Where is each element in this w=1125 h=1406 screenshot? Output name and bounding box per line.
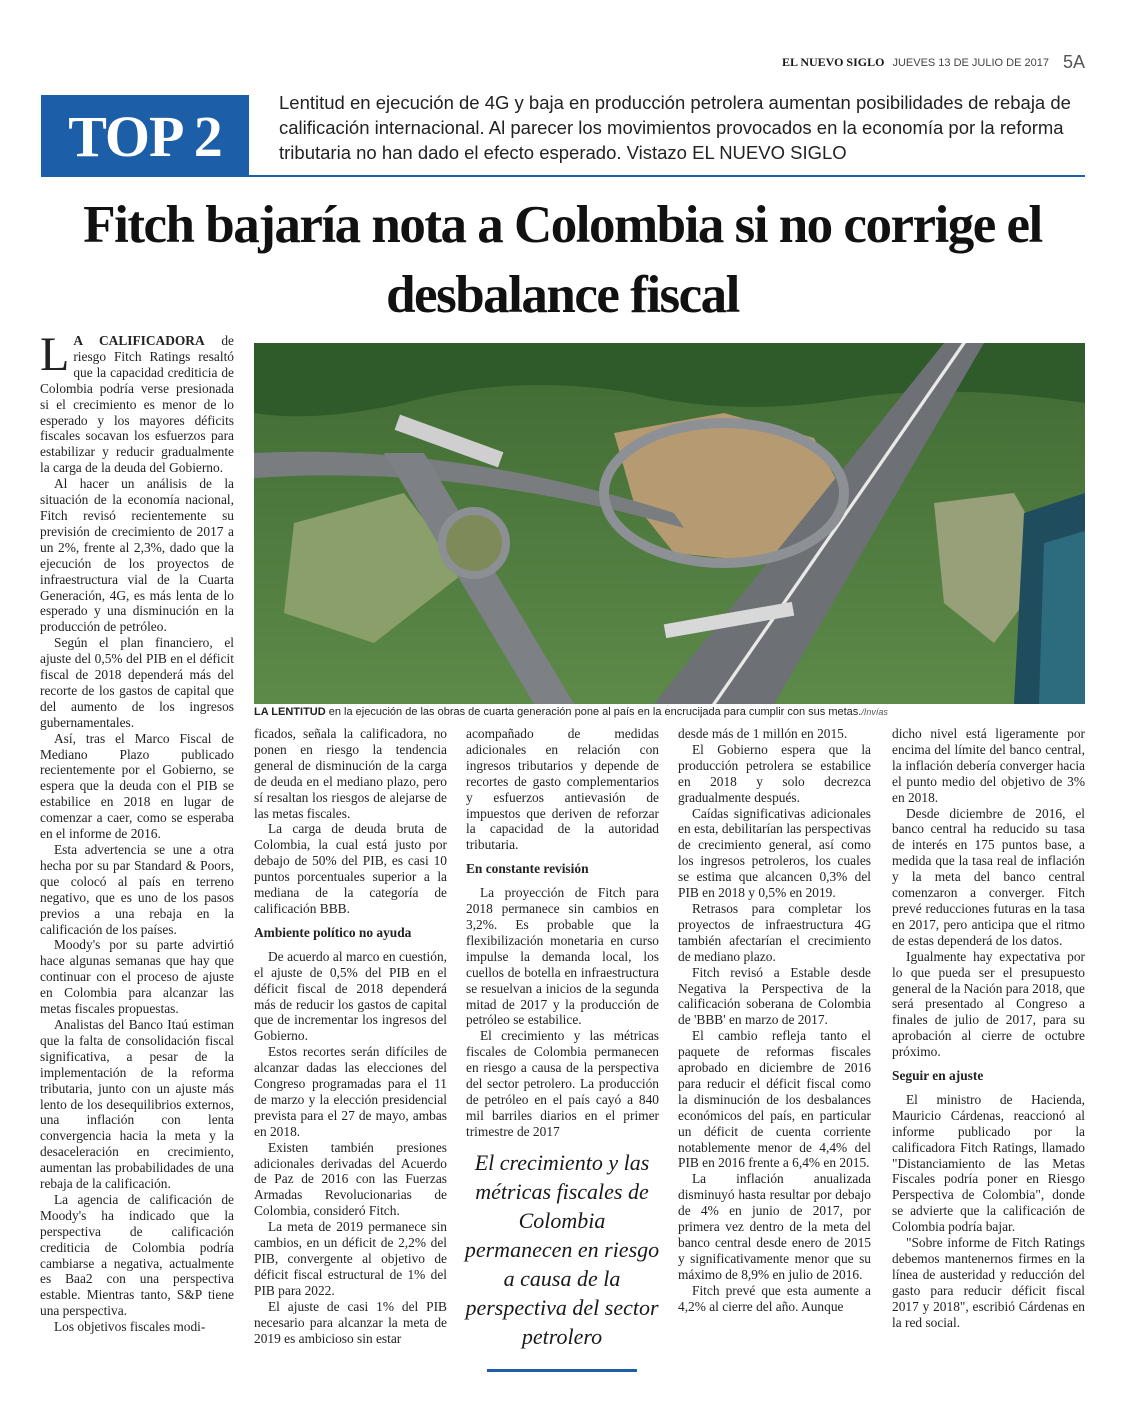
paragraph: de riesgo Fitch Ratings resaltó que la capacidad crediticia de Colombia podría verse presionada si el crecimiento es menor de lo esperado y los mayores déficits fiscales socavan los esfuerzos para estabilizar y reducir gradualmente la carga de la deuda del Gobierno.	[40, 333, 234, 476]
article-headline: Fitch bajaría nota a Colombia si no corrige el desbalance fiscal	[83, 196, 1042, 324]
subheading: Seguir en ajuste	[892, 1068, 984, 1084]
paragraph: "Sobre informe de Fitch Ratings debemos mantenernos firmes en la línea de austeridad y reducción del gasto para reducir déficit fiscal 2017 y 2018", escribió Cárdenas en la red social.	[892, 1235, 1085, 1330]
paragraph: desde más de 1 millón en 2015.	[678, 726, 848, 741]
paragraph: Los objetivos fiscales modi-	[54, 1319, 206, 1335]
paragraph: El ajuste de casi 1% del PIB necesario para alcanzar la meta de 2019 es ambicioso sin estar	[254, 1298, 447, 1346]
article-deck: Lentitud en ejecución de 4G y baja en producción petrolera aumentan posibilidades de rebaja de calificación internacional. Al parecer los movimientos provocados en la economía por la reforma tributaria no han dado el efecto esperado. Vistazo EL NUEVO SIGLO	[279, 92, 1071, 163]
paragraph: La carga de deuda bruta de Colombia, la cual está justo por debajo de 50% del PIB, es casi 10 puntos porcentuales superior a la mediana de la categoría de calificación BBB.	[254, 821, 447, 916]
paragraph: Según el plan financiero, el ajuste del 0,5% del PIB en el déficit fiscal de 2018 dependerá más del recorte de los gastos de capital que del aumento de los ingresos gubernamentales.	[40, 635, 234, 730]
section-tag: TOP 2	[41, 95, 249, 177]
page-masthead	[40, 52, 1085, 74]
caption-lead: LA LENTITUD	[254, 706, 326, 718]
aerial-highway-photo	[254, 343, 1085, 704]
subheading: Ambiente político no ayuda	[254, 924, 412, 940]
paragraph: ficados, señala la calificadora, no ponen en riesgo la tendencia general de disminución de la carga de deuda en el mediano plazo, pero sí resaltan los riesgos de alejarse de las metas fiscales.	[254, 726, 447, 821]
drop-cap: L	[40, 328, 70, 381]
lead-caps: A CALIFICADORA	[73, 333, 205, 348]
paragraph: Así, tras el Marco Fiscal de Mediano Plazo publicado recientemente por el Gobierno, se espera que la deuda con el PIB se estabilice en 2018 en lugar de comenzar a caer, como se esperaba en el informe de 2016.	[40, 730, 234, 842]
article-column-3	[466, 726, 659, 1140]
paragraph: Moody's por su parte advirtió hace algunas semanas que hay que continuar con el proceso de ajuste en Colombia para alcanzar las metas fiscales propuestas.	[40, 937, 234, 1017]
paragraph: La inflación anualizada disminuyó hasta resultar por debajo de 4% en junio de 2017, por primera vez dentro de la meta del banco central desde enero de 2015 y significativamente menor que su máximo de 8,9% en julio de 2016.	[678, 1171, 871, 1282]
paragraph: El ministro de Hacienda, Mauricio Cárdenas, reaccionó al informe publicado por la calificadora Fitch Ratings, llamado "Distanciamiento de las Metas Fiscales podría poner en Riesgo Perspectiva de Colombia", donde se advierte que la calificación de Colombia podría bajar.	[892, 1091, 1085, 1235]
article-column-2	[254, 726, 447, 1346]
paragraph: El cambio refleja tanto el paquete de reformas fiscales aprobado en diciembre de 2016 para reducir el déficit fiscal como la disminución de los desbalances económicos del país, en particular un déficit de cuenta corriente notablemente menor de 4,4% del PIB en 2016 frente a 6,4% en 2015.	[678, 1028, 871, 1171]
paragraph: Caídas significativas adicionales en esta, debilitarían las perspectivas de crecimiento general, así como los ingresos petroleros, los cuales se estima que alcancen 0,3% del PIB en 2018 y 0,5% en 2019.	[678, 805, 871, 901]
page-number: 5A	[1062, 52, 1085, 72]
paragraph: Esta advertencia se une a otra hecha por su par Standard & Poors, que colocó al país en terreno negativo, que es uno de los pasos previos a una rebaja en la calificación de los países.	[40, 842, 234, 937]
paragraph: Desde diciembre de 2016, el banco central ha reducido su tasa de interés en 175 puntos base, a medida que la tasa real de inflación y la meta del banco central comenzaron a converger. Fitch prevé reducciones futuras en la tasa en 2017, pero anticipa que el ritmo de estas dependerá de los datos.	[892, 805, 1085, 948]
pull-quote: El crecimiento y las métricas fiscales de Colombia permanecen en riesgo a causa de la perspectiva del sector petrolero	[464, 1150, 660, 1349]
paragraph: La proyección de Fitch para 2018 permanece sin cambios en 3,2%. Es probable que la flexibilización monetaria en curso impulse la demanda local, los cuellos de botella en infraestructura se resuelvan a inicios de la segunda mitad de 2017 y la producción de petróleo se estabilice.	[466, 885, 659, 1028]
caption-text: en la ejecución de las obras de cuarta generación pone al país en la encrucijada para cumplir con sus metas.	[325, 706, 862, 718]
paragraph: Al hacer un análisis de la situación de la economía nacional, Fitch revisó recientemente su previsión de crecimiento de 2017 a un 2%, frente al 2,3%, dado que la ejecución de los proyectos de infraestructura vial de la Cuarta Generación, 4G, es más lenta de lo esperado y una disminución en la producción de petróleo.	[40, 476, 234, 635]
paragraph: La meta de 2019 permanece sin cambios, en un déficit de 2,2% del PIB, convergente al objetivo de déficit fiscal estructural de 1% del PIB para 2022.	[254, 1219, 447, 1298]
pull-quote-rule	[487, 1369, 637, 1372]
photo-credit: /Invías	[861, 707, 888, 717]
paragraph: La agencia de calificación de Moody's ha indicado que la perspectiva de calificación crediticia de Colombia podría cambiarse a negativa, actualmente es Baa2 con una perspectiva estable. Mientras tanto, S&P tiene una perspectiva.	[40, 1191, 234, 1319]
article-column-1	[40, 328, 234, 1335]
paragraph: El Gobierno espera que la producción petrolera se estabilice en 2018 y solo decrezca gradualmente después.	[678, 741, 871, 805]
article-column-4	[678, 726, 871, 1315]
article-column-5	[892, 726, 1085, 1331]
subheading: En constante revisión	[466, 861, 589, 877]
issue-date: JUEVES 13 DE JULIO DE 2017	[892, 57, 1049, 69]
article-lead-paragraph	[40, 328, 234, 476]
paragraph: Igualmente hay expectativa por lo que pueda ser el presupuesto general de la Nación para 2018, que será presentado al Congreso a finales de julio de 2017, para su aprobación al cierre de octubre próximo.	[892, 948, 1085, 1060]
paragraph: Analistas del Banco Itaú estiman que la falta de consolidación fiscal significativa, a pesar de la implementación de la reforma tributaria, junto con un ajuste más lento de los desequilibrios externos, una inflación con lenta convergencia hacia la meta y la desaceleración en crecimiento, aumentan las probabilidades de una rebaja de la calificación.	[40, 1016, 234, 1192]
photo-caption	[254, 706, 1094, 718]
paragraph: Existen también presiones adicionales derivadas del Acuerdo de Paz de 2016 con las Fuerzas Armadas Revolucionarias de Colombia, consideró Fitch.	[254, 1139, 447, 1219]
paragraph: Retrasos para completar los proyectos de infraestructura 4G también afectarían el crecimiento de mediano plazo.	[678, 900, 871, 964]
deck-divider	[249, 175, 1085, 177]
paragraph: Fitch revisó a Estable desde Negativa la Perspectiva de la calificación soberana de Colombia de 'BBB' en marzo de 2017.	[678, 964, 871, 1028]
paragraph: Estos recortes serán difíciles de alcanzar dadas las elecciones del Congreso programadas para el 11 de marzo y la elección presidencial prevista para el 27 de mayo, ambas en 2018.	[254, 1044, 447, 1139]
paragraph: dicho nivel está ligeramente por encima del límite del banco central, la inflación debería converger hacia el punto medio del objetivo de 3% en 2018.	[892, 726, 1085, 805]
paragraph: Fitch prevé que esta aumente a 4,2% al cierre del año. Aunque	[678, 1282, 871, 1314]
paragraph: acompañado de medidas adicionales en relación con ingresos tributarios y depende de recortes de gasto complementarios y esfuerzos antievasión de impuestos que deriven de reforzar la capacidad de la autoridad tributaria.	[466, 726, 659, 853]
publication-name: EL NUEVO SIGLO	[781, 55, 885, 69]
paragraph: De acuerdo al marco en cuestión, el ajuste de 0,5% del PIB en el déficit fiscal de 2018 dependerá más de reducir los gastos de capital que de incrementar los ingresos del Gobierno.	[254, 948, 447, 1044]
photo-illustration	[254, 343, 1085, 704]
paragraph: El crecimiento y las métricas fiscales de Colombia permanecen en riesgo a causa de la perspectiva del sector petrolero. La producción de petróleo en el país cayó a 840 mil barriles diarios en el primer trimestre de 2017	[466, 1028, 659, 1139]
